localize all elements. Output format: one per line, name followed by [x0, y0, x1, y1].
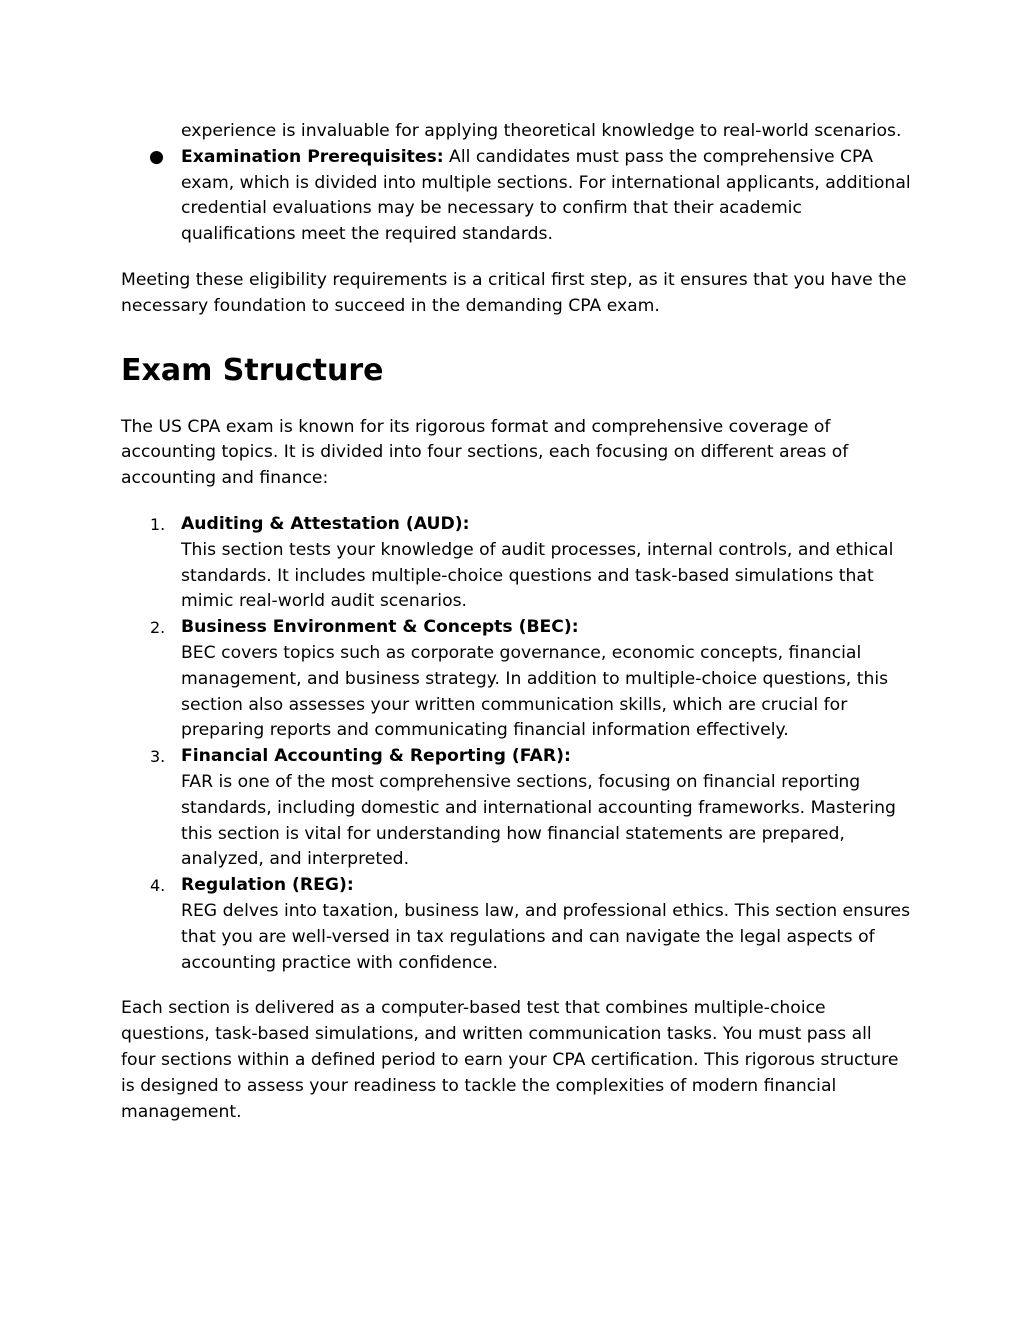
section-heading: Exam Structure — [121, 352, 384, 388]
list-item-continuation — [121, 119, 911, 145]
section-title: Financial Accounting & Reporting (FAR): — [181, 746, 571, 767]
list-number: 3. — [150, 747, 166, 767]
continuation-text: experience is invaluable for applying theoretical knowledge to real-world scenarios. — [181, 121, 902, 141]
closing-paragraph: Each section is delivered as a computer-based test that combines multiple-choice questions, task-based simulations, and written communication tasks. You must pass all four sections within a defined period to earn your CPA certification. This rigorous structure is designed to assess your readiness to tackle the complexities of modern financial management. — [121, 998, 899, 1122]
section-description: REG delves into taxation, business law, and professional ethics. This section ensures that you are well-versed in tax regulations and can navigate the legal aspects of accounting practice with confidence. — [181, 900, 911, 973]
section-title: Business Environment & Concepts (BEC): — [181, 617, 579, 638]
page-content — [121, 119, 911, 1125]
list-number: 1. — [150, 514, 166, 534]
section-description: This section tests your knowledge of audit processes, internal controls, and ethical standards. It includes multiple-choice questions and task-based simulations that mimic real-world audit scenarios. — [181, 539, 894, 612]
list-item — [121, 873, 911, 976]
exam-prereq-term: Examination Prerequisites: — [181, 146, 444, 167]
exam-prereq-text: All candidates must pass the comprehensive CPA exam, which is divided into multiple sections. For international applicants, additional credential evaluations may be necessary to confirm that their academic qualifications meet the required standards. — [181, 146, 911, 245]
list-item — [121, 615, 911, 744]
eligibility-list — [121, 119, 911, 248]
eligibility-paragraph: Meeting these eligibility requirements is a critical first step, as it ensures that you have the necessary foundation to succeed in the demanding CPA exam. — [121, 269, 907, 316]
section-description: BEC covers topics such as corporate governance, economic concepts, financial management, and business strategy. In addition to multiple-choice questions, this section also assesses your written communication skills, which are crucial for preparing reports and communicating financial information effectively. — [181, 642, 889, 741]
bullet-icon: ● — [149, 146, 164, 167]
list-item-exam-prerequisites — [121, 145, 911, 248]
list-item — [121, 744, 911, 873]
list-number: 2. — [150, 618, 166, 638]
section-title: Regulation (REG): — [181, 875, 354, 896]
list-item — [121, 512, 911, 615]
exam-sections-list — [121, 512, 911, 976]
exam-structure-intro: The US CPA exam is known for its rigorous format and comprehensive coverage of accounting topics. It is divided into four sections, each focusing on different areas of accounting and finance: — [121, 416, 849, 489]
section-title: Auditing & Attestation (AUD): — [181, 513, 470, 534]
section-description: FAR is one of the most comprehensive sections, focusing on financial reporting standards, including domestic and international accounting frameworks. Mastering this section is vital for understanding how financial statements are prepared, analyzed, and interpreted. — [181, 771, 896, 870]
list-number: 4. — [150, 876, 166, 896]
